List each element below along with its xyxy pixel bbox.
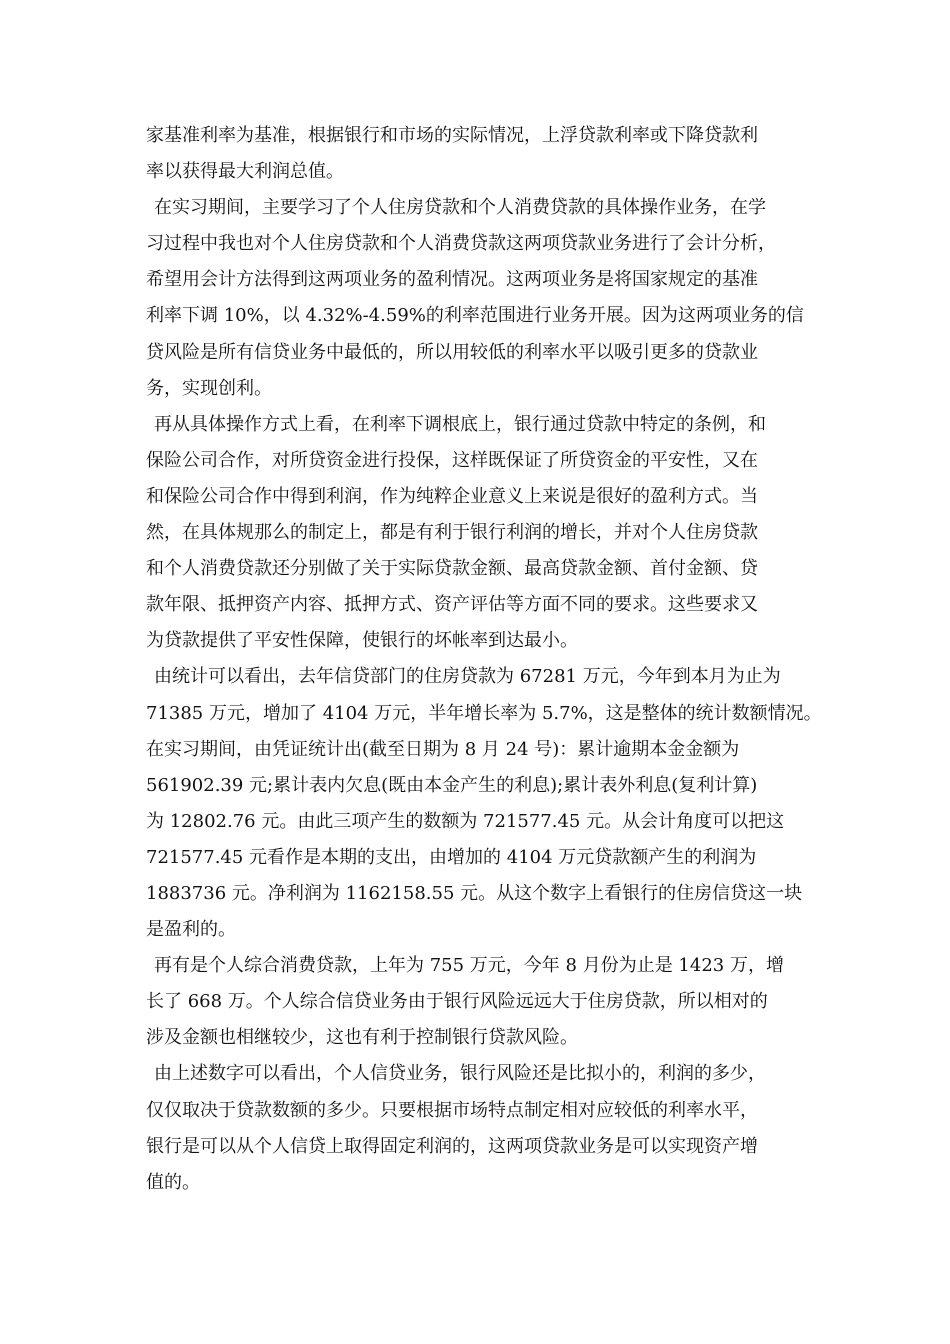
paragraph-5 (146, 948, 814, 1056)
text-line: 然，在具体规那么的制定上，都是有利于银行利润的增长，并对个人住房贷款 (146, 522, 758, 544)
text-line: 款年限、抵押资产内容、抵押方式、资产评估等方面不同的要求。这些要求又 (146, 594, 758, 616)
paragraph-2 (146, 190, 814, 407)
text-line: 务，实现创利。 (146, 377, 272, 399)
text-line: 在实习期间，由凭证统计出(截至日期为 8 月 24 号)：累计逾期本金金额为 (146, 738, 740, 760)
text-line: 721577.45 元看作是本期的支出，由增加的 4104 万元贷款额产生的利润为 (146, 846, 757, 868)
document-body (146, 118, 822, 1201)
text-line: 仅仅取决于贷款数额的多少。只要根据市场特点制定相对应较低的利率水平， (146, 1099, 758, 1121)
text-line: 涉及金额也相继较少，这也有利于控制银行贷款风险。 (146, 1027, 578, 1049)
text-line: 1883736 元。净利润为 1162158.55 元。从这个数字上看银行的住房信贷这一块 (146, 882, 803, 904)
text-line: 银行是可以从个人信贷上取得固定利润的，这两项贷款业务是可以实现资产增 (146, 1135, 758, 1157)
paragraph-4 (146, 659, 822, 948)
text-line: 是盈利的。 (146, 919, 236, 941)
text-line: 习过程中我也对个人住房贷款和个人消费贷款这两项贷款业务进行了会计分析， (146, 233, 776, 255)
text-line: 由上述数字可以看出，个人信贷业务，银行风险还是比拟小的，利润的多少， (154, 1063, 766, 1085)
text-line: 和个人消费贷款还分别做了关于实际贷款金额、最高贷款金额、首付金额、贷 (146, 558, 758, 580)
text-line: 71385 万元，增加了 4104 万元，半年增长率为 5.7%，这是整体的统计数额情况。 (146, 702, 822, 724)
text-line: 和保险公司合作中得到利润，作为纯粹企业意义上来说是很好的盈利方式。当 (146, 485, 758, 507)
paragraph-1 (146, 118, 814, 190)
text-line: 在实习期间，主要学习了个人住房贷款和个人消费贷款的具体操作业务，在学 (154, 197, 766, 219)
text-line: 利率下调 10%，以 4.32%-4.59%的利率范围进行业务开展。因为这两项业务的信 (146, 305, 804, 327)
text-line: 为 12802.76 元。由此三项产生的数额为 721577.45 元。从会计角度可以把这 (146, 810, 785, 832)
text-line: 长了 668 万。个人综合信贷业务由于银行风险远远大于住房贷款，所以相对的 (146, 991, 768, 1013)
text-line: 贷风险是所有信贷业务中最低的，所以用较低的利率水平以吸引更多的贷款业 (146, 341, 758, 363)
text-line: 值的。 (146, 1171, 200, 1193)
paragraph-6 (146, 1056, 814, 1200)
text-line: 再从具体操作方式上看，在利率下调根底上，银行通过贷款中特定的条例，和 (154, 413, 766, 435)
text-line: 由统计可以看出，去年信贷部门的住房贷款为 67281 万元，今年到本月为止为 (154, 666, 781, 688)
text-line: 希望用会计方法得到这两项业务的盈利情况。这两项业务是将国家规定的基准 (146, 269, 758, 291)
text-line: 保险公司合作，对所贷资金进行投保，这样既保证了所贷资金的平安性，又在 (146, 449, 758, 471)
text-line: 家基准利率为基准，根据银行和市场的实际情况，上浮贷款利率或下降贷款利 (146, 125, 758, 146)
text-line: 率以获得最大利润总值。 (146, 161, 344, 183)
text-line: 为贷款提供了平安性保障，使银行的坏帐率到达最小。 (146, 630, 578, 652)
text-line: 再有是个人综合消费贷款，上年为 755 万元，今年 8 月份为止是 1423 万，增 (154, 955, 784, 977)
paragraph-3 (146, 407, 814, 660)
text-line: 561902.39 元;累计表内欠息(既由本金产生的利息);累计表外利息(复利计算) (146, 774, 758, 796)
